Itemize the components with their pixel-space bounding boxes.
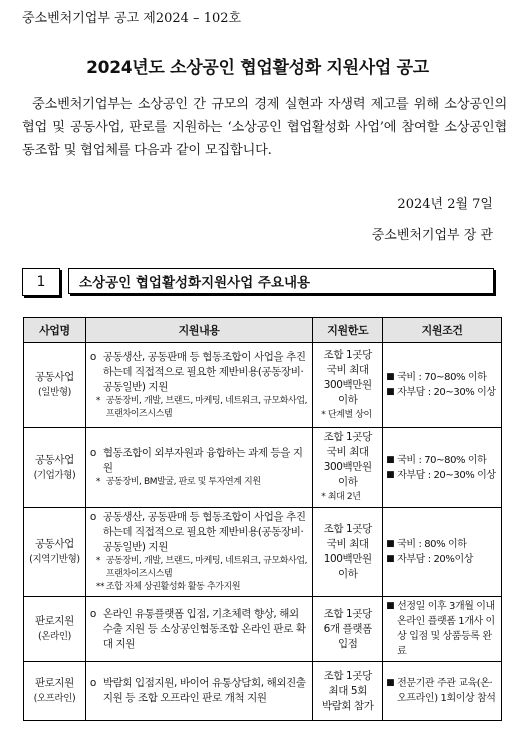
limit-note: * 단계별 상이 — [321, 409, 372, 420]
program-type: (오프라인) — [33, 693, 76, 704]
program-type: (기업가형) — [33, 469, 76, 481]
limit-line: 300백만원 — [323, 461, 372, 473]
limit-line: 입점 — [337, 637, 358, 650]
content-text: 공동생산, 공동판매 등 협동조합이 사업을 추진하는데 직접적으로 필요한 제반비용(공동장비·공동일반) 지원 — [102, 350, 306, 393]
content-note: * 공동장비, BM발굴, 판로 및 투자연계 지원 — [95, 477, 261, 487]
condition-cell — [383, 343, 502, 428]
limit-line: 이하 — [337, 393, 358, 406]
condition-item: ■ 자부담 : 20%이상 — [386, 554, 474, 565]
condition-item: ■ 자부담 : 20~30% 이상 — [386, 387, 496, 398]
support-table — [23, 317, 502, 721]
program-name-cell — [24, 428, 86, 508]
condition-text: 선정일 이후 3개월 이내 온라인 플랫폼 1개사 이상 입점 및 상품등록 완료 — [397, 601, 495, 657]
limit-line: 조합 1곳당 — [323, 607, 372, 620]
limit-line: 6개 플랫폼 — [323, 622, 372, 635]
program-name: 판로지원 — [34, 677, 74, 689]
table-row — [24, 508, 502, 597]
condition-cell — [383, 597, 502, 662]
condition-item: ■ 국비 : 70~80% 이하 — [386, 454, 487, 466]
program-type: (지역기반형) — [29, 554, 80, 565]
content-note: * 공동장비, 개발, 브랜드, 마케팅, 네트워크, 규모화사업, 프랜차이즈시스템 — [95, 556, 308, 579]
condition-item: ■ 선정일 이후 3개월 이내 온라인 플랫폼 1개사 이상 입점 및 상품등록 완료 — [386, 599, 498, 659]
content-note: * 공동장비, 개발, 브랜드, 마케팅, 네트워크, 규모화사업, 프랜차이즈시스템 — [95, 395, 308, 419]
header-name: 사업명 — [24, 318, 86, 343]
condition-text: 국비 : 80% 이하 — [397, 539, 467, 550]
limit-line: 300백만원 — [323, 378, 372, 391]
header-limit: 지원한도 — [313, 318, 383, 343]
condition-text: 국비 : 70~80% 이하 — [397, 454, 487, 466]
condition-item: ■ 전문기관 주관 교육(온·오프라인) 1회이상 참석 — [386, 676, 498, 706]
condition-text: 자부담 : 20%이상 — [397, 554, 474, 565]
content-note-text: 공동장비, 개발, 브랜드, 마케팅, 네트워크, 규모화사업, 프랜차이즈시스템 — [105, 395, 308, 419]
content-text: 박람회 입점지원, 바이어 유통상담회, 해외진출 지원 등 조합 오프라인 판로 개척 지원 — [102, 677, 306, 704]
limit-line: 조합 1곳당 — [323, 431, 372, 443]
table-row — [24, 428, 502, 508]
condition-item: ■ 자부담 : 20~30% 이상 — [386, 469, 496, 481]
condition-text: 자부담 : 20~30% 이상 — [397, 387, 496, 398]
limit-line: 조합 1곳당 — [323, 523, 372, 535]
notice-number: 중소벤처기업부 공고 제2024 – 102호 — [22, 11, 242, 26]
page-title: 2024년도 소상공인 협업활성화 지원사업 공고 — [86, 58, 429, 78]
limit-cell — [313, 343, 383, 428]
limit-line: 박람회 참가 — [321, 699, 374, 712]
program-name: 공동사업 — [34, 371, 74, 383]
condition-cell — [383, 428, 502, 508]
header-content: 지원내용 — [85, 318, 312, 343]
limit-line: 이하 — [337, 476, 358, 488]
content-cell: o 협동조합이 외부자원과 융합하는 과제 등을 지원 * 공동장비, BM발굴, 판로 및 투자연계 지원 — [85, 428, 312, 508]
content-note-text: 조합 자체 상권활성화 활동 추가지원 — [105, 582, 241, 592]
program-name-cell — [24, 343, 86, 428]
limit-line: 최대 5회 — [328, 684, 367, 697]
program-name-cell — [24, 508, 86, 597]
program-name: 공동사업 — [34, 453, 74, 466]
limit-line: 국비 최대 — [326, 538, 369, 550]
header-condition: 지원조건 — [383, 318, 502, 343]
limit-line: 이하 — [337, 568, 358, 580]
table-header-row — [24, 318, 502, 343]
condition-item: ■ 국비 : 80% 이하 — [386, 539, 467, 550]
content-text: 협동조합이 외부자원과 융합하는 과제 등을 지원 — [102, 447, 303, 474]
content-cell: o 공동생산, 공동판매 등 협동조합이 사업을 추진하는데 직접적으로 필요한 제반비용(공동장비·공동일반) 지원 * 공동장비, 개발, 브랜드, 마케팅, 네트워크, 규모화사업, 프랜차이즈시스템 ** 조합 자체 상권활성화 활동 추가지원 — [85, 508, 312, 597]
content-cell: o 공동생산, 공동판매 등 협동조합이 사업을 추진하는데 직접적으로 필요한 제반비용(공동장비·공동일반) 지원 * 공동장비, 개발, 브랜드, 마케팅, 네트워크, 규모화사업, 프랜차이즈시스템 — [85, 343, 312, 428]
section-title: 소상공인 협업활성화지원사업 주요내용 — [68, 268, 494, 294]
content-note: ** 조합 자체 상권활성화 활동 추가지원 — [95, 582, 241, 592]
limit-cell — [313, 662, 383, 721]
table-row — [24, 662, 502, 721]
content-cell: o 박람회 입점지원, 바이어 유통상담회, 해외진출 지원 등 조합 오프라인 판로 개척 지원 — [85, 662, 312, 721]
limit-line: 100백만원 — [323, 553, 372, 565]
limit-line: 조합 1곳당 — [323, 669, 372, 682]
section-heading — [22, 268, 494, 296]
program-name-cell — [24, 662, 86, 721]
intro-paragraph: 중소벤처기업부는 소상공인 간 규모의 경제 실현과 자생력 제고를 위해 소상공인의 협업 및 공동사업, 판로를 지원하는 ‘소상공인 협업활성화 사업’에 참여할 소상공인협동조합 및 협업체를 다음과 같이 모집합니다. — [22, 97, 507, 158]
limit-cell — [313, 508, 383, 597]
condition-cell — [383, 508, 502, 597]
condition-text: 국비 : 70~80% 이하 — [397, 372, 487, 383]
program-type: (온라인) — [37, 631, 71, 642]
program-name: 공동사업 — [34, 538, 74, 550]
content-cell: o 온라인 유통플랫폼 입점, 기초체력 향상, 해외수출 지원 등 소상공인협동조합 온라인 판로 확대 지원 — [85, 597, 312, 662]
section-number: 1 — [22, 268, 60, 296]
program-type: (일반형) — [37, 387, 71, 398]
limit-line: 국비 최대 — [326, 363, 369, 376]
content-text: 공동생산, 공동판매 등 협동조합이 사업을 추진하는데 직접적으로 필요한 제반비용(공동장비·공동일반) 지원 — [102, 511, 306, 553]
condition-item: ■ 국비 : 70~80% 이하 — [386, 372, 487, 383]
limit-note: * 최대 2년 — [321, 492, 361, 502]
condition-cell — [383, 662, 502, 721]
content-text: 온라인 유통플랫폼 입점, 기초체력 향상, 해외수출 지원 등 소상공인협동조합 온라인 판로 확대 지원 — [102, 607, 306, 650]
content-note-text: 공동장비, 개발, 브랜드, 마케팅, 네트워크, 규모화사업, 프랜차이즈시스템 — [105, 556, 308, 579]
table-row — [24, 597, 502, 662]
program-name-cell — [24, 597, 86, 662]
condition-text: 자부담 : 20~30% 이상 — [397, 469, 496, 481]
issuer: 중소벤처기업부 장 관 — [371, 228, 493, 243]
limit-line: 조합 1곳당 — [323, 348, 372, 361]
limit-cell — [313, 428, 383, 508]
program-name: 판로지원 — [34, 615, 74, 627]
limit-cell — [313, 597, 383, 662]
limit-line: 국비 최대 — [326, 446, 369, 458]
notice-date: 2024년 2월 7일 — [397, 197, 493, 212]
condition-text: 전문기관 주관 교육(온·오프라인) 1회이상 참석 — [397, 678, 496, 704]
content-note-text: 공동장비, BM발굴, 판로 및 투자연계 지원 — [105, 477, 261, 487]
table-row — [24, 343, 502, 428]
